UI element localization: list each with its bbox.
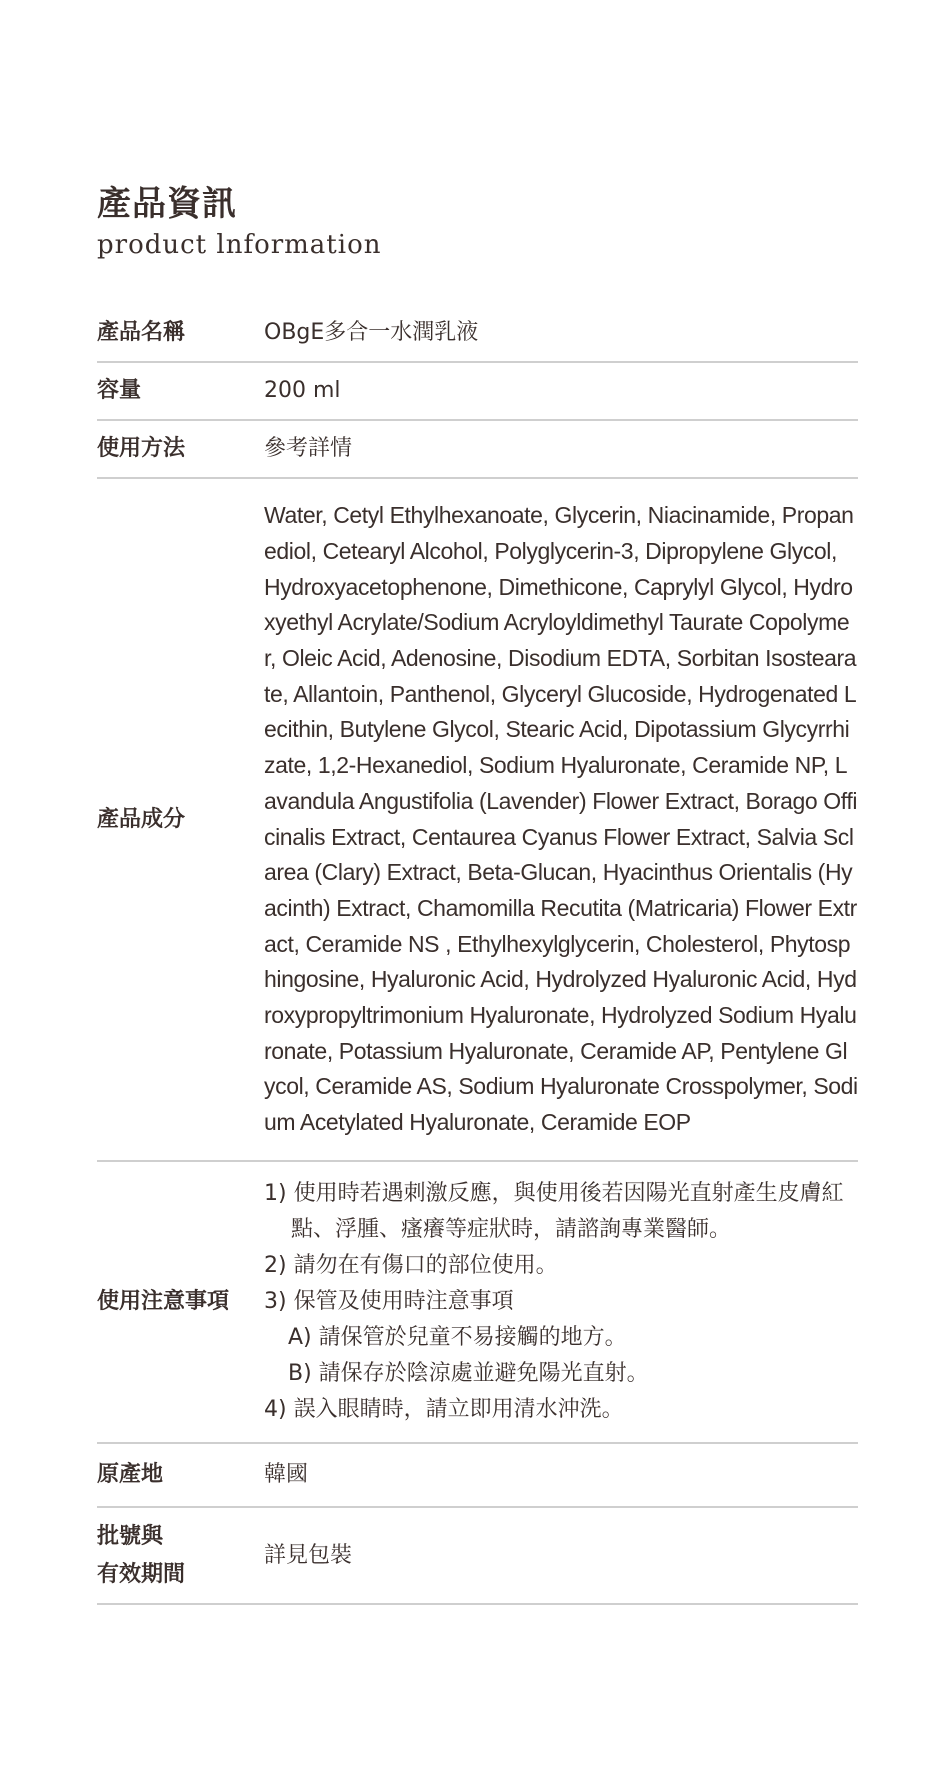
notice-item: A) 請保管於兒童不易接觸的地方。 [288,1325,627,1350]
spec-row-usage [97,421,858,479]
notice-item: B) 請保存於陰涼處並避免陽光直射。 [288,1361,649,1386]
notice-item: 2) 請勿在有傷口的部位使用。 [264,1253,558,1278]
spec-label: 容量 [97,378,142,403]
ingredients-text: Water, Cetyl Ethylhexanoate, Glycerin, Niacinamide, Propanediol, Cetearyl Alcohol, Polyglycerin-3, Dipropylene Glycol, Hydroxyacetophenone, Dimethicone, Caprylyl Glycol, Hydroxyethyl Acrylate/Sodium Acryloyldimethyl Taurate Copolymer, Oleic Acid, Adenosine, Disodium EDTA, Sorbitan Isostearate, Allantoin, Panthenol, Glyceryl Glucoside, Hydrogenated Lecithin, Butylene Glycol, Stearic Acid, Dipotassium Glycyrrhizate, 1,2-Hexanediol, Sodium Hyaluronate, Ceramide NP, Lavandula Angustifolia (Lavender) Flower Extract, Borago Officinalis Extract, Centaurea Cyanus Flower Extract, Salvia Sclarea (Clary) Extract, Beta-Glucan, Hyacinthus Orientalis (Hyacinth) Extract, Chamomilla Recutita (Matricaria) Flower Extract, Ceramide NS , Ethylhexylglycerin, Cholesterol, Phytosphingosine, Hyaluronic Acid, Hydrolyzed Hyaluronic Acid, Hydroxypropyltrimonium Hyaluronate, Hydrolyzed Sodium Hyaluronate, Potassium Hyaluronate, Ceramide AP, Pentylene Glycol, Ceramide AS, Sodium Hyaluronate Crosspolymer, Sodium Acetylated Hyaluronate, Ceramide EOP [264,502,858,1136]
page-heading [97,182,381,262]
notice-list [264,1176,858,1428]
spec-label [97,1518,264,1594]
page-subtitle: product lnformation [97,230,382,260]
spec-value: 韓國 [264,1462,309,1487]
notice-item: 3) 保管及使用時注意事項 [264,1289,514,1314]
spec-row-ingredients [97,479,858,1162]
spec-label: 產品成分 [97,806,186,832]
spec-value: 200 ml [264,378,341,403]
spec-row-origin [97,1444,858,1508]
spec-row-volume [97,363,858,421]
spec-value: 詳見包裝 [264,1542,353,1568]
spec-label-line: 批號與 [97,1523,164,1549]
spec-label-line: 有效期間 [97,1561,186,1587]
spec-label: 使用方法 [97,436,186,461]
spec-label: 原產地 [97,1462,164,1487]
spec-value: OBgE多合一水潤乳液 [264,320,479,345]
spec-row-name [97,305,858,363]
spec-label: 產品名稱 [97,320,186,345]
spec-row-batch [97,1508,858,1605]
notice-item: 1) 使用時若遇刺激反應，與使用後若因陽光直射產生皮膚紅 [264,1181,844,1206]
spec-row-notice [97,1162,858,1444]
product-spec-table [97,305,858,1605]
spec-label: 使用注意事項 [97,1289,230,1314]
spec-value: 參考詳情 [264,436,353,461]
page-title: 產品資訊 [97,184,237,224]
notice-item: 4) 誤入眼睛時，請立即用清水沖洗。 [264,1397,624,1422]
notice-item: 點、浮腫、瘙癢等症狀時，請諮詢專業醫師。 [291,1217,732,1242]
